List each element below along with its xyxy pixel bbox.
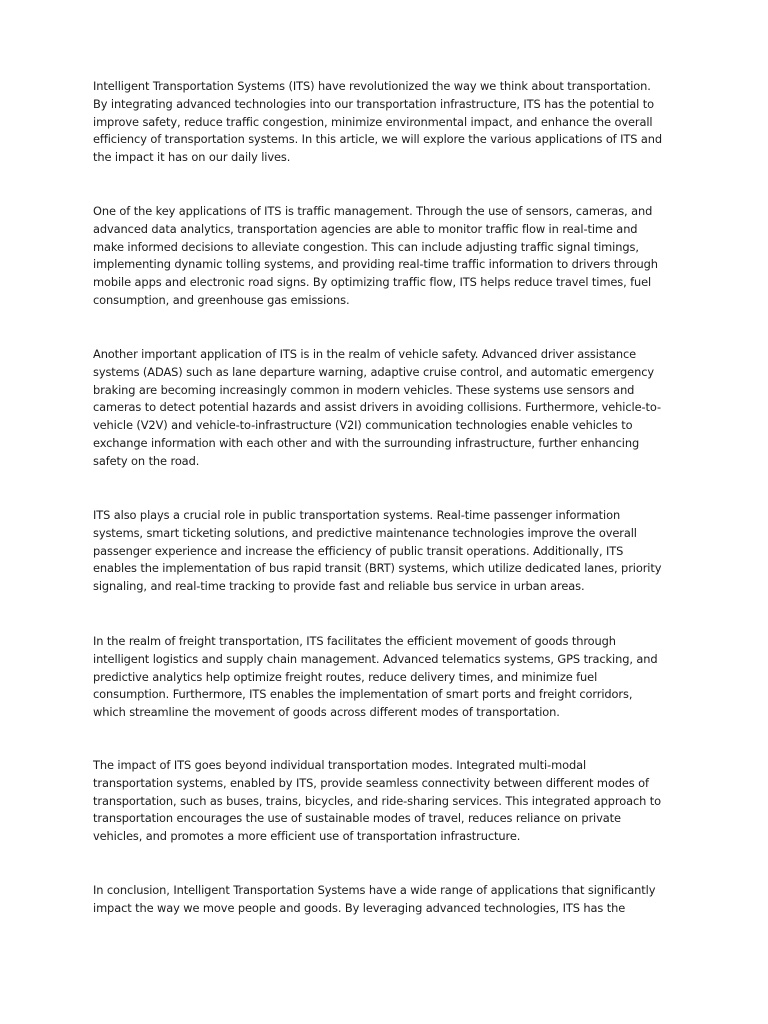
text-line: mobile apps and electronic road signs. By optimizing traffic flow, ITS helps reduce travel times, fuel bbox=[93, 275, 652, 290]
text-line: impact the way we move people and goods. By leveraging advanced technologies, ITS has the bbox=[93, 900, 626, 915]
text-line: transportation systems, enabled by ITS, provide seamless connectivity between different modes of bbox=[93, 775, 649, 790]
text-line: predictive analytics help optimize freight routes, reduce delivery times, and minimize fuel bbox=[93, 669, 598, 684]
text-line: exchange information with each other and with the surrounding infrastructure, further enhancing bbox=[93, 435, 640, 450]
text-line: the impact it has on our daily lives. bbox=[93, 150, 291, 165]
paragraph-freight-transportation bbox=[93, 633, 683, 757]
text-line: enables the implementation of bus rapid transit (BRT) systems, which utilize dedicated lanes, priority bbox=[93, 561, 662, 576]
text-line: passenger experience and increase the efficiency of public transit operations. Additionally, ITS bbox=[93, 543, 624, 558]
text-line: signaling, and real-time tracking to provide fast and reliable bus service in urban areas. bbox=[93, 579, 585, 594]
text-line: ITS also plays a crucial role in public transportation systems. Real-time passenger information bbox=[93, 508, 621, 522]
paragraph-multi-modal bbox=[93, 757, 683, 882]
text-line: efficiency of transportation systems. In this article, we will explore the various applications of ITS and bbox=[93, 132, 663, 147]
text-line: advanced data analytics, transportation agencies are able to monitor traffic flow in real-time and bbox=[93, 221, 638, 236]
paragraph-traffic-management bbox=[93, 203, 683, 346]
text-line: systems, smart ticketing solutions, and predictive maintenance technologies improve the overall bbox=[93, 525, 637, 540]
text-line: vehicle (V2V) and vehicle-to-infrastructure (V2I) communication technologies enable vehicles to bbox=[93, 418, 633, 433]
text-line: Another important application of ITS is in the realm of vehicle safety. Advanced driver assistance bbox=[93, 347, 637, 361]
text-line: Intelligent Transportation Systems (ITS) have revolutionized the way we think about transportation. bbox=[93, 79, 651, 93]
text-line: In conclusion, Intelligent Transportation Systems have a wide range of applications that significantly bbox=[93, 883, 656, 897]
text-line: implementing dynamic tolling systems, and providing real-time traffic information to drivers through bbox=[93, 257, 658, 272]
text-line: The impact of ITS goes beyond individual transportation modes. Integrated multi-modal bbox=[93, 758, 587, 772]
text-line: systems (ADAS) such as lane departure warning, adaptive cruise control, and automatic emergency bbox=[93, 364, 655, 379]
text-line: One of the key applications of ITS is traffic management. Through the use of sensors, cameras, and bbox=[93, 204, 653, 218]
paragraph-conclusion bbox=[93, 882, 683, 922]
text-line: intelligent logistics and supply chain management. Advanced telematics systems, GPS tracking, and bbox=[93, 651, 658, 666]
text-line: vehicles, and promotes a more efficient use of transportation infrastructure. bbox=[93, 829, 521, 844]
paragraph-vehicle-safety bbox=[93, 346, 683, 507]
text-line: transportation encourages the use of sustainable modes of travel, reduces reliance on private bbox=[93, 811, 621, 826]
text-line: In the realm of freight transportation, ITS facilitates the efficient movement of goods through bbox=[93, 634, 616, 648]
text-line: make informed decisions to alleviate congestion. This can include adjusting traffic signal timings, bbox=[93, 239, 639, 254]
text-line: which streamline the movement of goods across different modes of transportation. bbox=[93, 705, 560, 720]
paragraph-intro bbox=[93, 78, 683, 203]
text-line: By integrating advanced technologies into our transportation infrastructure, ITS has the potential to bbox=[93, 96, 654, 111]
text-line: improve safety, reduce traffic congestion, minimize environmental impact, and enhance the overall bbox=[93, 114, 653, 129]
text-line: consumption, and greenhouse gas emissions. bbox=[93, 292, 350, 307]
text-line: consumption. Furthermore, ITS enables the implementation of smart ports and freight corridors, bbox=[93, 687, 633, 702]
text-line: braking are becoming increasingly common in modern vehicles. These systems use sensors and bbox=[93, 382, 635, 397]
text-line: safety on the road. bbox=[93, 453, 200, 468]
document-page bbox=[93, 78, 683, 922]
text-line: cameras to detect potential hazards and assist drivers in avoiding collisions. Furthermore, vehicle-to- bbox=[93, 400, 661, 415]
paragraph-public-transportation bbox=[93, 507, 683, 633]
text-line: transportation, such as buses, trains, bicycles, and ride-sharing services. This integrated approach to bbox=[93, 793, 662, 808]
